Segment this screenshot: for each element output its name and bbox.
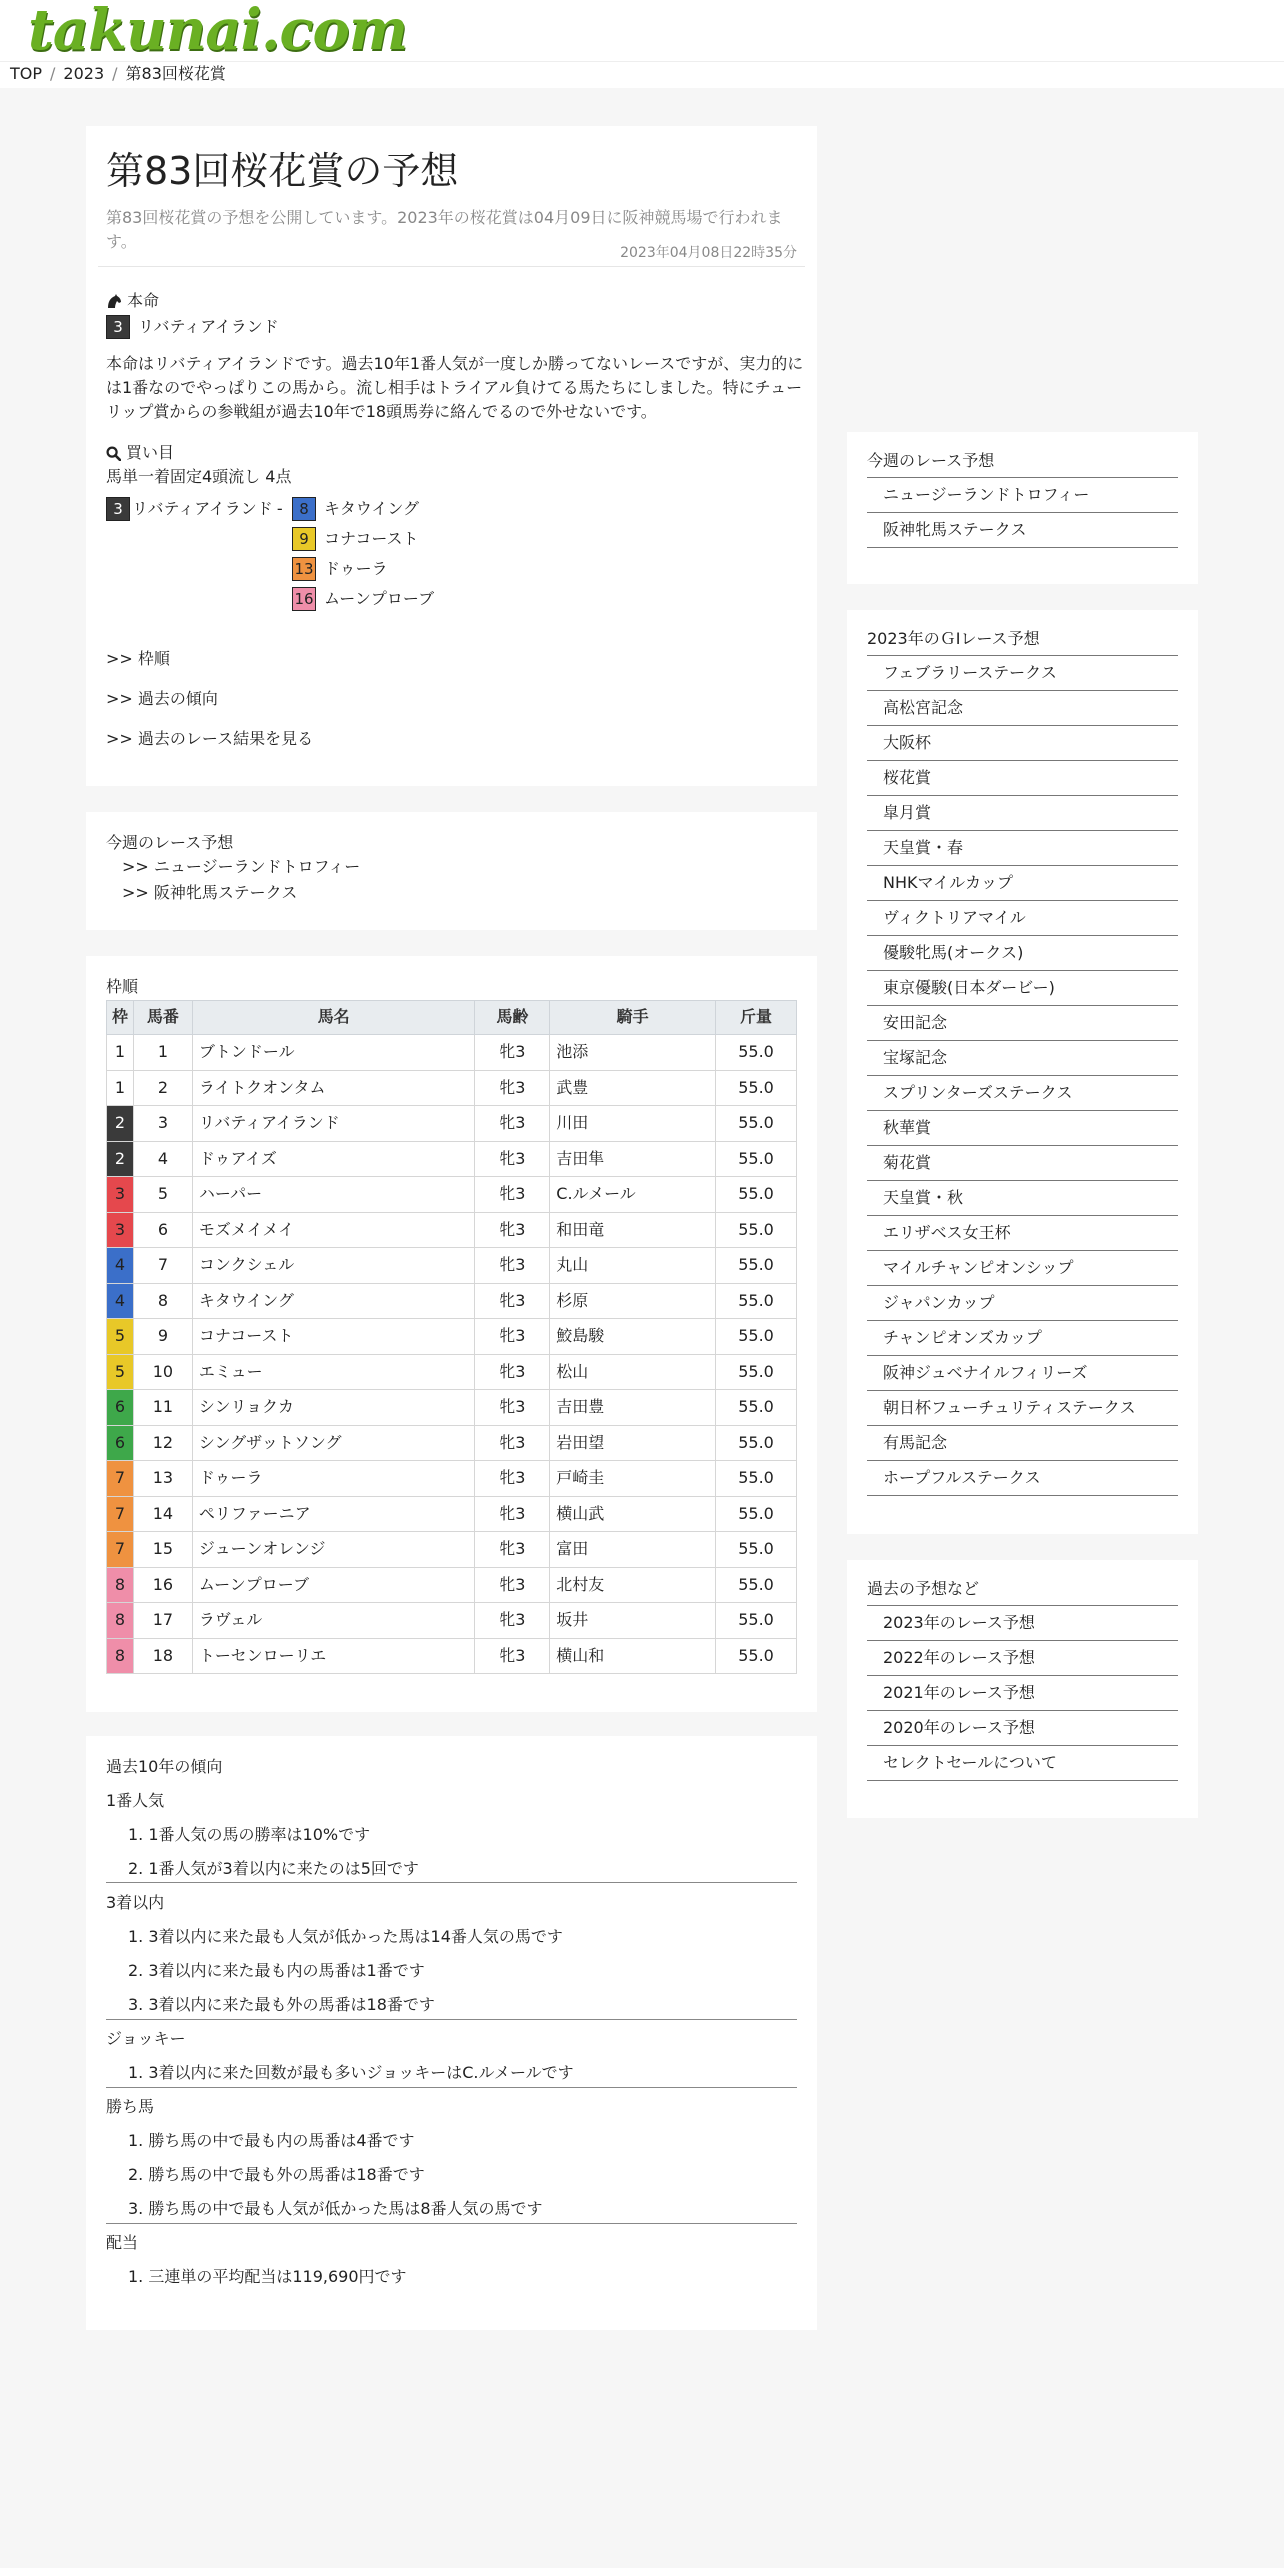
age-cell: 牝3 xyxy=(475,1354,550,1390)
jockey-cell: 松山 xyxy=(550,1354,716,1390)
weight-cell: 55.0 xyxy=(716,1496,797,1532)
table-row xyxy=(107,1070,797,1106)
kaime-target-number: 16 xyxy=(292,587,316,611)
sidebar-item[interactable]: 高松宮記念 xyxy=(867,691,1178,726)
sidebar-item[interactable]: 東京優駿(日本ダービー) xyxy=(867,971,1178,1006)
waku-cell: 2 xyxy=(107,1141,134,1177)
jockey-cell: 丸山 xyxy=(550,1248,716,1284)
col-header-age: 馬齢 xyxy=(475,1001,550,1035)
table-header-row xyxy=(107,1001,797,1035)
age-cell: 牝3 xyxy=(475,1567,550,1603)
page-title: 第83回桜花賞の予想 xyxy=(106,149,459,193)
col-header-waku: 枠 xyxy=(107,1001,134,1035)
weight-cell: 55.0 xyxy=(716,1177,797,1213)
age-cell: 牝3 xyxy=(475,1106,550,1142)
kaime-separator: - xyxy=(276,498,283,518)
sidebar-item[interactable]: ニュージーランドトロフィー xyxy=(867,478,1178,513)
waku-cell: 8 xyxy=(107,1567,134,1603)
sidebar-item[interactable]: 菊花賞 xyxy=(867,1146,1178,1181)
kaime-axis-name: リバティアイランド xyxy=(132,498,273,518)
kaime-heading xyxy=(106,442,174,464)
horse-name-cell: ジューンオレンジ xyxy=(192,1532,475,1568)
trend-heading: 3着以内 xyxy=(106,1893,165,1912)
weight-cell: 55.0 xyxy=(716,1106,797,1142)
trend-heading: ジョッキー xyxy=(106,2029,186,2048)
table-row xyxy=(107,1354,797,1390)
horse-name-cell: コナコースト xyxy=(192,1319,475,1355)
sidebar-item[interactable]: 朝日杯フューチュリティステークス xyxy=(867,1391,1178,1426)
sidebar-item[interactable]: スプリンターズステークス xyxy=(867,1076,1178,1111)
age-cell: 牝3 xyxy=(475,1319,550,1355)
waku-cell: 7 xyxy=(107,1496,134,1532)
breadcrumb-year[interactable]: 2023 xyxy=(63,64,105,83)
jockey-cell: 杉原 xyxy=(550,1283,716,1319)
weight-cell: 55.0 xyxy=(716,1319,797,1355)
jockey-cell: 川田 xyxy=(550,1106,716,1142)
link-wakujun[interactable]: >> 枠順 xyxy=(106,649,170,668)
umaban-cell: 1 xyxy=(133,1035,192,1071)
sidebar-item[interactable]: NHKマイルカップ xyxy=(867,866,1178,901)
horse-name-cell: ラヴェル xyxy=(192,1603,475,1639)
weight-cell: 55.0 xyxy=(716,1603,797,1639)
umaban-cell: 15 xyxy=(133,1532,192,1568)
weight-cell: 55.0 xyxy=(716,1390,797,1426)
jockey-cell: 岩田望 xyxy=(550,1425,716,1461)
waku-cell: 1 xyxy=(107,1070,134,1106)
jockey-cell: 吉田豊 xyxy=(550,1390,716,1426)
breadcrumb-separator: / xyxy=(112,64,118,83)
sidebar-item[interactable]: セレクトセールについて xyxy=(867,1746,1178,1781)
top-header xyxy=(0,0,1284,88)
sidebar-item[interactable]: 有馬記念 xyxy=(867,1426,1178,1461)
kaime-target-name: コナコースト xyxy=(324,528,419,548)
waku-cell: 1 xyxy=(107,1035,134,1071)
jockey-cell: 武豊 xyxy=(550,1070,716,1106)
sidebar-g1-card xyxy=(847,610,1198,1534)
col-header-weight: 斤量 xyxy=(716,1001,797,1035)
sidebar-week-card xyxy=(847,432,1198,584)
waku-cell: 4 xyxy=(107,1283,134,1319)
trend-item: 2. 3着以内に来た最も内の馬番は1番です xyxy=(128,1961,425,1980)
kaime-type: 馬単一着固定4頭流し 4点 xyxy=(106,467,292,486)
weight-cell: 55.0 xyxy=(716,1354,797,1390)
age-cell: 牝3 xyxy=(475,1141,550,1177)
umaban-cell: 8 xyxy=(133,1283,192,1319)
trend-heading: 1番人気 xyxy=(106,1791,165,1810)
waku-cell: 8 xyxy=(107,1603,134,1639)
kaime-target xyxy=(292,496,419,522)
sidebar-item[interactable]: 優駿牝馬(オークス) xyxy=(867,936,1178,971)
waku-cell: 8 xyxy=(107,1638,134,1674)
jockey-cell: 吉田隼 xyxy=(550,1141,716,1177)
horse-name-cell: トーセンローリエ xyxy=(192,1638,475,1674)
site-logo[interactable]: takunai.com xyxy=(28,0,408,63)
weight-cell: 55.0 xyxy=(716,1248,797,1284)
umaban-cell: 17 xyxy=(133,1603,192,1639)
honmei-heading xyxy=(106,290,159,312)
horse-name-cell: ペリファーニア xyxy=(192,1496,475,1532)
waku-cell: 3 xyxy=(107,1177,134,1213)
age-cell: 牝3 xyxy=(475,1248,550,1284)
table-row xyxy=(107,1319,797,1355)
col-header-umaban: 馬番 xyxy=(133,1001,192,1035)
table-row xyxy=(107,1390,797,1426)
umaban-cell: 3 xyxy=(133,1106,192,1142)
table-row xyxy=(107,1496,797,1532)
sidebar-item[interactable]: 2022年のレース予想 xyxy=(867,1641,1178,1676)
sidebar-item[interactable]: 安田記念 xyxy=(867,1006,1178,1041)
umaban-cell: 9 xyxy=(133,1319,192,1355)
sidebar-past-card xyxy=(847,1560,1198,1818)
table-row xyxy=(107,1567,797,1603)
waku-cell: 7 xyxy=(107,1532,134,1568)
sidebar-past-title: 過去の予想など xyxy=(867,1579,980,1598)
sidebar-item[interactable]: 宝塚記念 xyxy=(867,1041,1178,1076)
link-trends[interactable]: >> 過去の傾向 xyxy=(106,689,218,708)
waku-cell: 3 xyxy=(107,1212,134,1248)
weight-cell: 55.0 xyxy=(716,1212,797,1248)
trend-heading: 配当 xyxy=(106,2233,139,2252)
table-row xyxy=(107,1532,797,1568)
trend-divider xyxy=(106,2087,797,2088)
age-cell: 牝3 xyxy=(475,1425,550,1461)
trend-divider xyxy=(106,1882,797,1883)
trend-item: 1. 3着以内に来た最も人気が低かった馬は14番人気の馬です xyxy=(128,1927,563,1946)
sidebar-item[interactable]: 2021年のレース予想 xyxy=(867,1676,1178,1711)
waku-cell: 2 xyxy=(107,1106,134,1142)
waku-cell: 5 xyxy=(107,1354,134,1390)
table-row xyxy=(107,1425,797,1461)
breadcrumb-current: 第83回桜花賞 xyxy=(125,64,226,83)
prediction-card xyxy=(86,126,817,786)
sidebar-item[interactable]: 天皇賞・春 xyxy=(867,831,1178,866)
umaban-cell: 16 xyxy=(133,1567,192,1603)
horse-name-cell: ハーパー xyxy=(192,1177,475,1213)
sidebar-item[interactable]: 2020年のレース予想 xyxy=(867,1711,1178,1746)
kaime-target xyxy=(292,526,419,552)
trend-divider xyxy=(106,2223,797,2224)
jockey-cell: C.ルメール xyxy=(550,1177,716,1213)
trend-item: 2. 1番人気が3着以内に来たのは5回です xyxy=(128,1859,419,1878)
sidebar-item[interactable]: 2023年のレース予想 xyxy=(867,1606,1178,1641)
horse-name-cell: モズメイメイ xyxy=(192,1212,475,1248)
divider xyxy=(98,266,805,267)
wakujun-table xyxy=(106,1000,797,1674)
jockey-cell: 和田竜 xyxy=(550,1212,716,1248)
age-cell: 牝3 xyxy=(475,1177,550,1213)
breadcrumb xyxy=(10,62,226,86)
umaban-cell: 5 xyxy=(133,1177,192,1213)
table-row xyxy=(107,1461,797,1497)
breadcrumb-top[interactable]: TOP xyxy=(10,64,43,83)
horse-name-cell: リバティアイランド xyxy=(192,1106,475,1142)
waku-cell: 5 xyxy=(107,1319,134,1355)
trend-item: 1. 勝ち馬の中で最も内の馬番は4番です xyxy=(128,2131,415,2150)
table-row xyxy=(107,1283,797,1319)
age-cell: 牝3 xyxy=(475,1035,550,1071)
weight-cell: 55.0 xyxy=(716,1141,797,1177)
age-cell: 牝3 xyxy=(475,1638,550,1674)
age-cell: 牝3 xyxy=(475,1070,550,1106)
week-link-nzt[interactable]: >> ニュージーランドトロフィー xyxy=(122,857,361,876)
sidebar-item[interactable]: ジャパンカップ xyxy=(867,1286,1178,1321)
sidebar-item[interactable]: ホープフルステークス xyxy=(867,1461,1178,1496)
kaime-target-number: 9 xyxy=(292,527,316,551)
umaban-cell: 12 xyxy=(133,1425,192,1461)
honmei-horse xyxy=(106,314,279,340)
age-cell: 牝3 xyxy=(475,1390,550,1426)
jockey-cell: 横山和 xyxy=(550,1638,716,1674)
horse-name-cell: ムーンプローブ xyxy=(192,1567,475,1603)
weight-cell: 55.0 xyxy=(716,1532,797,1568)
horse-name-cell: ドゥアイズ xyxy=(192,1141,475,1177)
kaime-target xyxy=(292,556,388,582)
kaime-axis-number: 3 xyxy=(106,497,130,521)
age-cell: 牝3 xyxy=(475,1461,550,1497)
horse-icon xyxy=(106,293,122,309)
umaban-cell: 14 xyxy=(133,1496,192,1532)
horse-name-cell: ドゥーラ xyxy=(192,1461,475,1497)
jockey-cell: 坂井 xyxy=(550,1603,716,1639)
weight-cell: 55.0 xyxy=(716,1070,797,1106)
horse-name-cell: キタウイング xyxy=(192,1283,475,1319)
sidebar-week-title: 今週のレース予想 xyxy=(867,451,995,470)
sidebar-item[interactable]: 皐月賞 xyxy=(867,796,1178,831)
weight-cell: 55.0 xyxy=(716,1461,797,1497)
sidebar-item[interactable]: エリザベス女王杯 xyxy=(867,1216,1178,1251)
umaban-cell: 13 xyxy=(133,1461,192,1497)
table-row xyxy=(107,1603,797,1639)
article-date: 2023年04月08日22時35分 xyxy=(620,245,797,261)
honmei-label: 本命 xyxy=(127,291,160,310)
age-cell: 牝3 xyxy=(475,1603,550,1639)
trends-card xyxy=(86,1736,817,2330)
week-races-title: 今週のレース予想 xyxy=(106,833,234,852)
age-cell: 牝3 xyxy=(475,1283,550,1319)
weight-cell: 55.0 xyxy=(716,1035,797,1071)
sidebar-item[interactable]: チャンピオンズカップ xyxy=(867,1321,1178,1356)
table-row xyxy=(107,1638,797,1674)
waku-cell: 6 xyxy=(107,1425,134,1461)
umaban-cell: 7 xyxy=(133,1248,192,1284)
week-link-hanshin-himba[interactable]: >> 阪神牝馬ステークス xyxy=(122,883,298,902)
link-past-results[interactable]: >> 過去のレース結果を見る xyxy=(106,729,314,748)
horse-name-cell: ライトクオンタム xyxy=(192,1070,475,1106)
age-cell: 牝3 xyxy=(475,1532,550,1568)
sidebar-item[interactable]: 大阪杯 xyxy=(867,726,1178,761)
kaime-target-name: キタウイング xyxy=(324,498,420,518)
table-row xyxy=(107,1177,797,1213)
wakujun-card xyxy=(86,956,817,1712)
waku-cell: 7 xyxy=(107,1461,134,1497)
horse-name-cell: ブトンドール xyxy=(192,1035,475,1071)
jockey-cell: 戸崎圭 xyxy=(550,1461,716,1497)
article-lead: 第83回桜花賞の予想を公開しています。2023年の桜花賞は04月09日に阪神競馬場で行われます。 xyxy=(106,208,783,251)
table-row xyxy=(107,1106,797,1142)
sidebar-item[interactable]: フェブラリーステークス xyxy=(867,656,1178,691)
col-header-jockey: 騎手 xyxy=(550,1001,716,1035)
sidebar-item[interactable]: 阪神牝馬ステークス xyxy=(867,513,1178,548)
horse-name-cell: コンクシェル xyxy=(192,1248,475,1284)
sidebar-item[interactable]: 秋華賞 xyxy=(867,1111,1178,1146)
kaime-target-name: ムーンプローブ xyxy=(324,588,435,608)
wakujun-title: 枠順 xyxy=(106,977,139,996)
umaban-cell: 4 xyxy=(133,1141,192,1177)
trend-item: 2. 勝ち馬の中で最も外の馬番は18番です xyxy=(128,2165,425,2184)
weight-cell: 55.0 xyxy=(716,1425,797,1461)
waku-cell: 6 xyxy=(107,1390,134,1426)
search-icon xyxy=(106,446,121,461)
honmei-number: 3 xyxy=(106,315,130,339)
jockey-cell: 富田 xyxy=(550,1532,716,1568)
trend-divider xyxy=(106,2019,797,2020)
kaime-target-number: 8 xyxy=(292,497,316,521)
jockey-cell: 池添 xyxy=(550,1035,716,1071)
trend-item: 3. 勝ち馬の中で最も人気が低かった馬は8番人気の馬です xyxy=(128,2199,543,2218)
trend-item: 1. 3着以内に来た回数が最も多いジョッキーはC.ルメールです xyxy=(128,2063,574,2082)
week-races-card xyxy=(86,812,817,930)
kaime-axis xyxy=(106,496,283,522)
umaban-cell: 18 xyxy=(133,1638,192,1674)
horse-name-cell: シンリョクカ xyxy=(192,1390,475,1426)
honmei-comment: 本命はリバティアイランドです。過去10年1番人気が一度しか勝ってないレースですが、実力的には1番なのでやっぱりこの馬から。流し相手はトライアル負けてる馬たちにしました。特にチューリップ賞からの参戦組が過去10年で18頭馬券に絡んでるので外せないです。 xyxy=(106,354,804,421)
jockey-cell: 鮫島駿 xyxy=(550,1319,716,1355)
weight-cell: 55.0 xyxy=(716,1283,797,1319)
sidebar-item[interactable]: マイルチャンピオンシップ xyxy=(867,1251,1178,1286)
col-header-horse: 馬名 xyxy=(192,1001,475,1035)
trends-title: 過去10年の傾向 xyxy=(106,1757,223,1776)
age-cell: 牝3 xyxy=(475,1496,550,1532)
table-row xyxy=(107,1212,797,1248)
jockey-cell: 横山武 xyxy=(550,1496,716,1532)
honmei-name: リバティアイランド xyxy=(138,316,279,336)
sidebar-item[interactable]: 桜花賞 xyxy=(867,761,1178,796)
table-row xyxy=(107,1248,797,1284)
sidebar-item[interactable]: 天皇賞・秋 xyxy=(867,1181,1178,1216)
trend-heading: 勝ち馬 xyxy=(106,2097,155,2116)
age-cell: 牝3 xyxy=(475,1212,550,1248)
sidebar-item[interactable]: 阪神ジュベナイルフィリーズ xyxy=(867,1356,1178,1391)
sidebar-g1-title: 2023年のＧⅠレース予想 xyxy=(867,629,1040,648)
table-row xyxy=(107,1035,797,1071)
horse-name-cell: シングザットソング xyxy=(192,1425,475,1461)
waku-cell: 4 xyxy=(107,1248,134,1284)
umaban-cell: 10 xyxy=(133,1354,192,1390)
trend-item: 3. 3着以内に来た最も外の馬番は18番です xyxy=(128,1995,435,2014)
kaime-target-number: 13 xyxy=(292,557,316,581)
trend-item: 1. 三連単の平均配当は119,690円です xyxy=(128,2267,407,2286)
weight-cell: 55.0 xyxy=(716,1567,797,1603)
kaime-label: 買い目 xyxy=(126,443,175,462)
kaime-target-name: ドゥーラ xyxy=(324,558,388,578)
jockey-cell: 北村友 xyxy=(550,1567,716,1603)
horse-name-cell: エミュー xyxy=(192,1354,475,1390)
table-row xyxy=(107,1141,797,1177)
weight-cell: 55.0 xyxy=(716,1638,797,1674)
umaban-cell: 11 xyxy=(133,1390,192,1426)
umaban-cell: 2 xyxy=(133,1070,192,1106)
umaban-cell: 6 xyxy=(133,1212,192,1248)
breadcrumb-separator: / xyxy=(50,64,56,83)
sidebar-item[interactable]: ヴィクトリアマイル xyxy=(867,901,1178,936)
kaime-target xyxy=(292,586,434,612)
trend-item: 1. 1番人気の馬の勝率は10%です xyxy=(128,1825,371,1844)
